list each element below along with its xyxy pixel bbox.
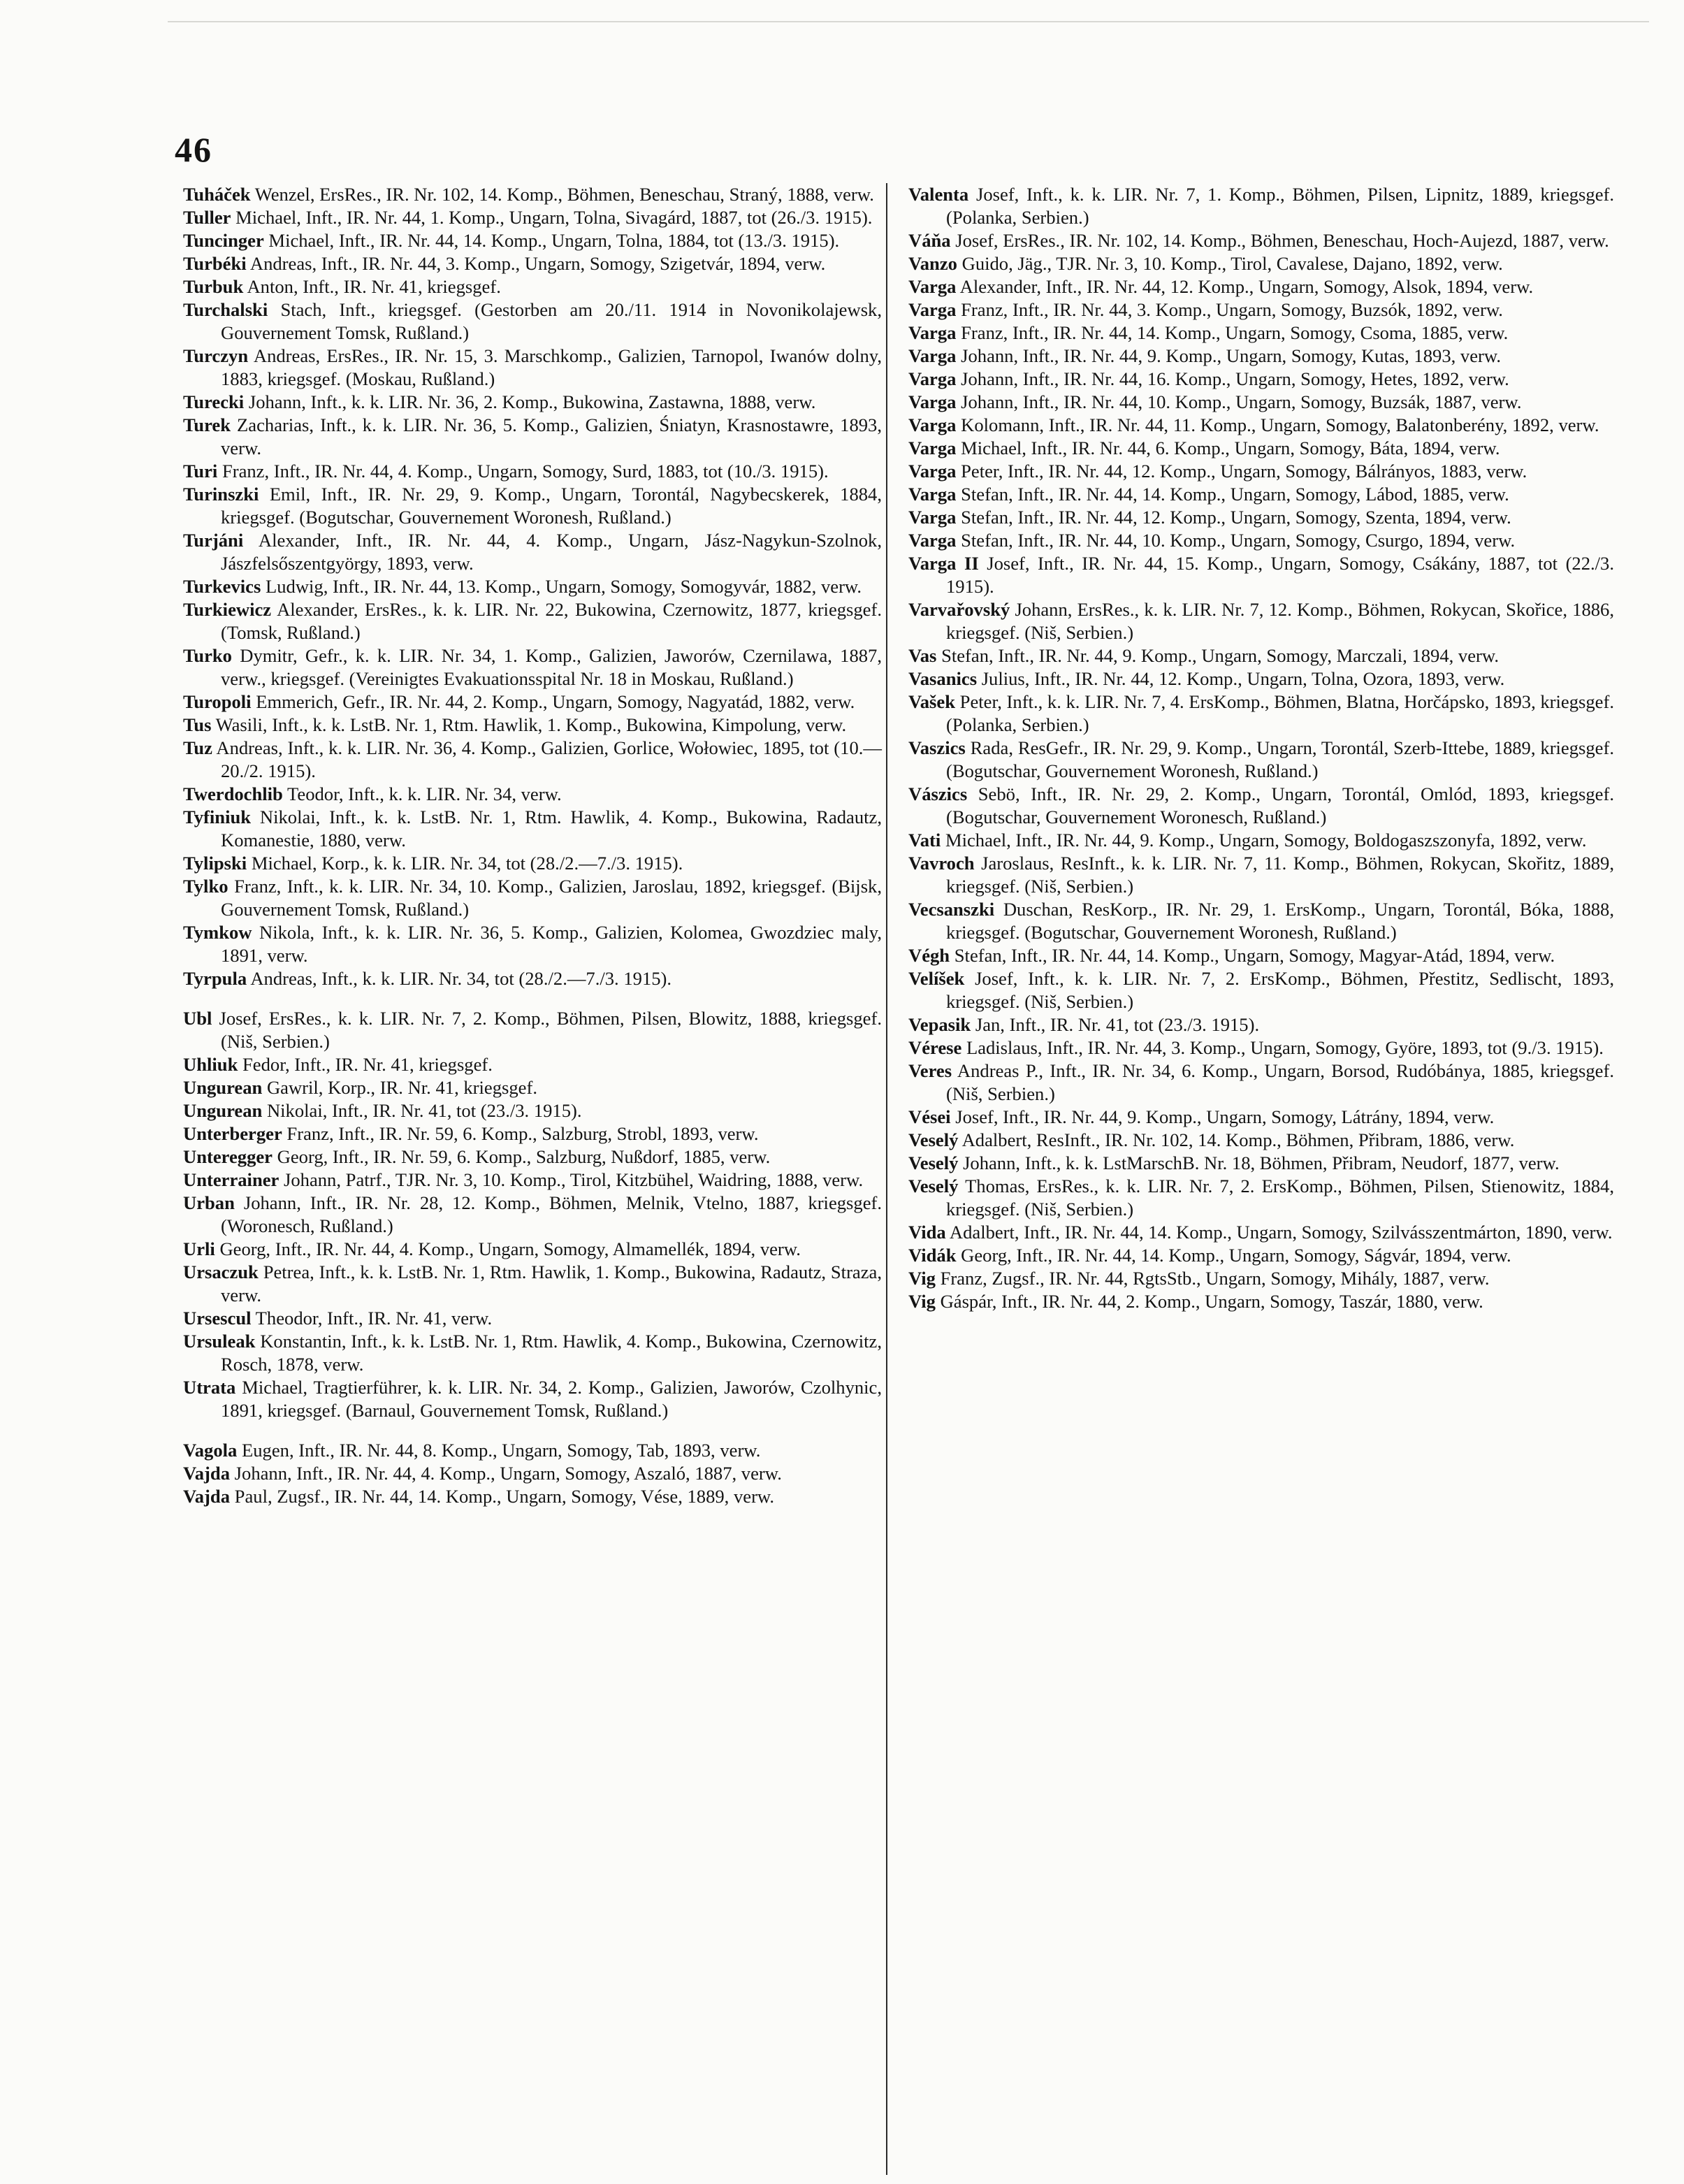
entry-details: Josef, Inft., k. k. LIR. Nr. 7, 1. Komp., Böhmen, Pilsen, Lipnitz, 1889, kriegsgef. (Polanka, Serbien.) bbox=[946, 184, 1614, 228]
entry-surname: Turi bbox=[183, 461, 218, 482]
entry-surname: Twerdochlib bbox=[183, 783, 283, 804]
casualty-entry bbox=[908, 229, 1614, 252]
entry-details: Michael, Tragtierführer, k. k. LIR. Nr. 34, 2. Komp., Galizien, Jaworów, Czolhynic, 1891, kriegsgef. (Barnaul, Gouvernement Tomsk, Rußland.) bbox=[221, 1377, 883, 1421]
entry-details: Josef, Inft., k. k. LIR. Nr. 7, 2. ErsKomp., Böhmen, Přestitz, Sedlischt, 1893, kriegsgef. (Niš, Serbien.) bbox=[946, 968, 1614, 1012]
entry-details: Anton, Inft., IR. Nr. 41, kriegsgef. bbox=[247, 276, 501, 297]
entry-details: Wasili, Inft., k. k. LstB. Nr. 1, Rtm. Hawlik, 1. Komp., Bukowina, Kimpolung, verw. bbox=[215, 714, 847, 735]
entry-details: Andreas P., Inft., IR. Nr. 34, 6. Komp., Ungarn, Borsod, Rudóbánya, 1885, kriegsgef. (Niš, Serbien.) bbox=[946, 1060, 1614, 1104]
entry-group-v bbox=[183, 1439, 882, 1508]
casualty-entry bbox=[908, 414, 1614, 437]
entry-group-u bbox=[183, 1007, 882, 1422]
casualty-entry bbox=[183, 345, 882, 391]
entry-surname: Unteregger bbox=[183, 1146, 273, 1167]
casualty-entry bbox=[908, 183, 1614, 229]
casualty-entry bbox=[183, 1238, 882, 1261]
entry-surname: Tuháček bbox=[183, 184, 251, 205]
entry-details: Duschan, ResKorp., IR. Nr. 29, 1. ErsKomp., Ungarn, Torontál, Bóka, 1888, kriegsgef. (Bogutschar, Gouvernement Woronesh, Rußland.) bbox=[946, 899, 1614, 943]
entry-group-t bbox=[183, 183, 882, 990]
entry-surname: Turbéki bbox=[183, 253, 247, 274]
entry-details: Gáspár, Inft., IR. Nr. 44, 2. Komp., Ungarn, Somogy, Taszár, 1880, verw. bbox=[940, 1291, 1483, 1312]
entry-details: Stefan, Inft., IR. Nr. 44, 12. Komp., Ungarn, Somogy, Szenta, 1894, verw. bbox=[961, 507, 1511, 528]
entry-surname: Veselý bbox=[908, 1176, 959, 1196]
entry-surname: Turecki bbox=[183, 391, 245, 412]
casualty-entry bbox=[183, 183, 882, 206]
entry-surname: Váňa bbox=[908, 230, 951, 251]
entry-details: Adalbert, Inft., IR. Nr. 44, 14. Komp., Ungarn, Somogy, Szilvásszentmárton, 1890, verw. bbox=[949, 1222, 1613, 1243]
entry-details: Julius, Inft., IR. Nr. 44, 12. Komp., Ungarn, Tolna, Ozora, 1893, verw. bbox=[981, 668, 1505, 689]
casualty-entry bbox=[908, 321, 1614, 345]
entry-surname: Vig bbox=[908, 1268, 936, 1289]
entry-details: Johann, Inft., IR. Nr. 44, 4. Komp., Ungarn, Somogy, Aszaló, 1887, verw. bbox=[234, 1463, 782, 1484]
entry-surname: Veres bbox=[908, 1060, 952, 1081]
entry-details: Jaroslaus, ResInft., k. k. LIR. Nr. 7, 11. Komp., Böhmen, Rokycan, Skořitz, 1889, kriegsgef. (Niš, Serbien.) bbox=[946, 853, 1614, 897]
entry-details: Nikolai, Inft., IR. Nr. 41, tot (23./3. 1915). bbox=[266, 1100, 582, 1121]
casualty-entry bbox=[908, 944, 1614, 967]
entry-surname: Tylko bbox=[183, 876, 228, 897]
casualty-entry bbox=[183, 275, 882, 298]
entry-details: Josef, Inft., IR. Nr. 44, 15. Komp., Ungarn, Somogy, Csákány, 1887, tot (22./3. 1915). bbox=[946, 553, 1615, 597]
entry-details: Petrea, Inft., k. k. LstB. Nr. 1, Rtm. Hawlik, 1. Komp., Bukowina, Radautz, Straza, verw. bbox=[221, 1261, 882, 1306]
entry-surname: Varga bbox=[908, 414, 957, 435]
casualty-entry bbox=[183, 1099, 882, 1122]
entry-details: Nikolai, Inft., k. k. LstB. Nr. 1, Rtm. Hawlik, 4. Komp., Bukowina, Radautz, Komanestie, 1880, verw. bbox=[221, 807, 882, 851]
entry-details: Nikola, Inft., k. k. LIR. Nr. 36, 5. Komp., Galizien, Kolomea, Gwozdziec maly, 1891, verw. bbox=[221, 922, 882, 966]
entry-details: Theodor, Inft., IR. Nr. 41, verw. bbox=[255, 1308, 493, 1329]
entry-details: Johann, Inft., IR. Nr. 44, 10. Komp., Ungarn, Somogy, Buzsák, 1887, verw. bbox=[961, 391, 1522, 412]
entry-details: Rada, ResGefr., IR. Nr. 29, 9. Komp., Ungarn, Torontál, Szerb-Ittebe, 1889, kriegsgef. (Bogutschar, Gouvernement Woronesh, Rußland.) bbox=[946, 737, 1614, 781]
entry-surname: Unterberger bbox=[183, 1123, 282, 1144]
entry-details: Emil, Inft., IR. Nr. 29, 9. Komp., Ungarn, Torontál, Nagybecskerek, 1884, kriegsgef. (Bogutschar, Gouvernement Woronesh, Rußland.) bbox=[221, 484, 882, 528]
entry-details: Gawril, Korp., IR. Nr. 41, kriegsgef. bbox=[266, 1077, 537, 1098]
casualty-entry bbox=[908, 644, 1614, 667]
casualty-entry bbox=[183, 1462, 882, 1485]
entry-details: Peter, Inft., k. k. LIR. Nr. 7, 4. ErsKomp., Böhmen, Blatna, Horčápsko, 1893, kriegsgef. (Polanka, Serbien.) bbox=[946, 691, 1614, 735]
entry-surname: Vasanics bbox=[908, 668, 978, 689]
page-number: 46 bbox=[175, 130, 212, 169]
entry-details: Jan, Inft., IR. Nr. 41, tot (23./3. 1915). bbox=[975, 1014, 1260, 1035]
casualty-entry bbox=[183, 690, 882, 714]
entry-surname: Varga bbox=[908, 507, 957, 528]
entry-surname: Velíšek bbox=[908, 968, 965, 989]
entry-surname: Vászics bbox=[908, 783, 968, 804]
casualty-entry bbox=[183, 644, 882, 690]
entry-details: Fedor, Inft., IR. Nr. 41, kriegsgef. bbox=[242, 1054, 493, 1075]
entry-details: Teodor, Inft., k. k. LIR. Nr. 34, verw. bbox=[287, 783, 562, 804]
entry-surname: Vagola bbox=[183, 1440, 238, 1461]
entry-details: Alexander, ErsRes., k. k. LIR. Nr. 22, Bukowina, Czernowitz, 1877, kriegsgef. (Tomsk, Rußland.) bbox=[221, 599, 882, 643]
casualty-entry bbox=[908, 1060, 1614, 1106]
entry-surname: Vepasik bbox=[908, 1014, 971, 1035]
casualty-entry bbox=[183, 714, 882, 737]
casualty-entry bbox=[183, 783, 882, 806]
entry-surname: Turopoli bbox=[183, 691, 252, 712]
casualty-entry bbox=[908, 783, 1614, 829]
casualty-entry bbox=[908, 506, 1614, 529]
casualty-entry bbox=[183, 1122, 882, 1145]
entry-surname: Varga bbox=[908, 484, 957, 505]
casualty-entry bbox=[908, 1244, 1614, 1267]
entry-details: Johann, Inft., IR. Nr. 44, 9. Komp., Ungarn, Somogy, Kutas, 1893, verw. bbox=[961, 345, 1501, 366]
entry-surname: Vaszics bbox=[908, 737, 966, 758]
casualty-entry bbox=[908, 552, 1614, 598]
entry-details: Johann, Inft., IR. Nr. 28, 12. Komp., Böhmen, Melnik, Vtelno, 1887, kriegsgef. (Woronesch, Rußland.) bbox=[221, 1192, 883, 1236]
entry-surname: Utrata bbox=[183, 1377, 236, 1398]
casualty-entry bbox=[908, 1152, 1614, 1175]
entry-surname: Vajda bbox=[183, 1486, 231, 1507]
entry-details: Dymitr, Gefr., k. k. LIR. Nr. 34, 1. Komp., Galizien, Jaworów, Czernilawa, 1887, verw., kriegsgef. (Vereinigtes Evakuationsspital Nr. 18 in Moskau, Rußland.) bbox=[221, 645, 882, 689]
entry-surname: Turkevics bbox=[183, 576, 261, 597]
entry-details: Georg, Inft., IR. Nr. 44, 4. Komp., Ungarn, Somogy, Almamellék, 1894, verw. bbox=[219, 1238, 801, 1259]
entry-details: Adalbert, ResInft., IR. Nr. 102, 14. Komp., Böhmen, Přibram, 1886, verw. bbox=[961, 1129, 1515, 1150]
casualty-entry bbox=[183, 414, 882, 460]
entry-details: Stefan, Inft., IR. Nr. 44, 14. Komp., Ungarn, Somogy, Magyar-Atád, 1894, verw. bbox=[954, 945, 1555, 966]
entry-details: Georg, Inft., IR. Nr. 59, 6. Komp., Salzburg, Nußdorf, 1885, verw. bbox=[277, 1146, 771, 1167]
entry-details: Johann, Patrf., TJR. Nr. 3, 10. Komp., Tirol, Kitzbühel, Waidring, 1888, verw. bbox=[284, 1169, 864, 1190]
casualty-entry bbox=[908, 667, 1614, 690]
entry-surname: Varga bbox=[908, 276, 957, 297]
entry-surname: Tuz bbox=[183, 737, 212, 758]
entry-details: Wenzel, ErsRes., IR. Nr. 102, 14. Komp., Böhmen, Beneschau, Straný, 1888, verw. bbox=[254, 184, 874, 205]
casualty-entry bbox=[183, 1053, 882, 1076]
casualty-entry bbox=[908, 1129, 1614, 1152]
entry-surname: Ubl bbox=[183, 1008, 212, 1029]
casualty-entry bbox=[183, 1145, 882, 1169]
casualty-entry bbox=[908, 737, 1614, 783]
entry-surname: Varga bbox=[908, 299, 957, 320]
casualty-entry bbox=[908, 368, 1614, 391]
casualty-entry bbox=[183, 1376, 882, 1422]
casualty-entry bbox=[183, 875, 882, 921]
entry-surname: Vida bbox=[908, 1222, 946, 1243]
entry-details: Andreas, Inft., k. k. LIR. Nr. 36, 4. Komp., Galizien, Gorlice, Wołowiec, 1895, tot (10.—20./2. 1915). bbox=[216, 737, 882, 781]
casualty-entry bbox=[908, 391, 1614, 414]
entry-details: Michael, Inft., IR. Nr. 44, 1. Komp., Ungarn, Tolna, Sivagárd, 1887, tot (26./3. 1915). bbox=[235, 207, 873, 228]
casualty-entry bbox=[183, 252, 882, 275]
entry-surname: Vecsanszki bbox=[908, 899, 995, 920]
entry-details: Kolomann, Inft., IR. Nr. 44, 11. Komp., Ungarn, Somogy, Balatonberény, 1892, verw. bbox=[961, 414, 1599, 435]
entry-surname: Tuncinger bbox=[183, 230, 264, 251]
casualty-entry bbox=[908, 852, 1614, 898]
entry-details: Alexander, Inft., IR. Nr. 44, 4. Komp., Ungarn, Jász-Nagykun-Szolnok, Jászfelsőszentgyörgy, 1893, verw. bbox=[221, 530, 883, 574]
entry-details: Michael, Inft., IR. Nr. 44, 6. Komp., Ungarn, Somogy, Báta, 1894, verw. bbox=[961, 437, 1500, 458]
entry-surname: Varga bbox=[908, 461, 957, 482]
entry-details: Zacharias, Inft., k. k. LIR. Nr. 36, 5. Komp., Galizien, Śniatyn, Krasnostawre, 1893, verw. bbox=[221, 414, 882, 458]
casualty-entry bbox=[183, 298, 882, 345]
casualty-entry bbox=[183, 575, 882, 598]
casualty-entry bbox=[908, 1221, 1614, 1244]
entry-details: Johann, Inft., IR. Nr. 44, 16. Komp., Ungarn, Somogy, Hetes, 1892, verw. bbox=[961, 368, 1509, 389]
casualty-entry bbox=[183, 1261, 882, 1307]
entry-surname: Turinszki bbox=[183, 484, 259, 505]
column-divider bbox=[886, 183, 887, 2175]
entry-surname: Turkiewicz bbox=[183, 599, 272, 620]
entry-surname: Vései bbox=[908, 1106, 951, 1127]
entry-details: Stefan, Inft., IR. Nr. 44, 9. Komp., Ungarn, Somogy, Marczali, 1894, verw. bbox=[941, 645, 1499, 666]
entry-surname: Veselý bbox=[908, 1129, 959, 1150]
casualty-entry bbox=[908, 298, 1614, 321]
entry-surname: Varga bbox=[908, 345, 957, 366]
casualty-entry bbox=[183, 229, 882, 252]
entry-surname: Ungurean bbox=[183, 1100, 263, 1121]
entry-details: Alexander, Inft., IR. Nr. 44, 12. Komp., Ungarn, Somogy, Alsok, 1894, verw. bbox=[959, 276, 1534, 297]
entry-surname: Vas bbox=[908, 645, 937, 666]
entry-surname: Vig bbox=[908, 1291, 936, 1312]
casualty-entry bbox=[183, 1007, 882, 1053]
entry-surname: Turko bbox=[183, 645, 232, 666]
entry-details: Paul, Zugsf., IR. Nr. 44, 14. Komp., Ungarn, Somogy, Vése, 1889, verw. bbox=[234, 1486, 775, 1507]
entry-surname: Urli bbox=[183, 1238, 215, 1259]
casualty-entry bbox=[908, 1175, 1614, 1221]
entry-details: Josef, ErsRes., k. k. LIR. Nr. 7, 2. Komp., Böhmen, Pilsen, Blowitz, 1888, kriegsgef. (Niš, Serbien.) bbox=[219, 1008, 882, 1052]
casualty-entry bbox=[183, 483, 882, 529]
entry-surname: Tuller bbox=[183, 207, 231, 228]
entry-surname: Tyrpula bbox=[183, 968, 247, 989]
casualty-entry bbox=[908, 460, 1614, 483]
entry-group-v-continued bbox=[908, 183, 1614, 1313]
entry-surname: Urban bbox=[183, 1192, 235, 1213]
entry-details: Josef, Inft., IR. Nr. 44, 9. Komp., Ungarn, Somogy, Látrány, 1894, verw. bbox=[955, 1106, 1495, 1127]
casualty-entry bbox=[183, 806, 882, 852]
entry-details: Franz, Inft., IR. Nr. 59, 6. Komp., Salzburg, Strobl, 1893, verw. bbox=[286, 1123, 759, 1144]
casualty-entry bbox=[183, 1330, 882, 1376]
entry-details: Guido, Jäg., TJR. Nr. 3, 10. Komp., Tirol, Cavalese, Dajano, 1892, verw. bbox=[961, 253, 1503, 274]
entry-details: Stach, Inft., kriegsgef. (Gestorben am 20./11. 1914 in Novonikolajewsk, Gouvernement Tomsk, Rußland.) bbox=[221, 299, 882, 343]
entry-details: Michael, Korp., k. k. LIR. Nr. 34, tot (28./2.—7./3. 1915). bbox=[251, 853, 683, 874]
casualty-entry bbox=[908, 1290, 1614, 1313]
casualty-entry bbox=[183, 967, 882, 990]
casualty-entry bbox=[908, 483, 1614, 506]
casualty-entry bbox=[908, 275, 1614, 298]
entry-surname: Vavroch bbox=[908, 853, 975, 874]
entry-details: Andreas, Inft., k. k. LIR. Nr. 34, tot (28./2.—7./3. 1915). bbox=[250, 968, 672, 989]
right-column bbox=[908, 183, 1614, 1313]
casualty-entry bbox=[183, 206, 882, 229]
entry-surname: Ursaczuk bbox=[183, 1261, 259, 1282]
entry-details: Andreas, ErsRes., IR. Nr. 15, 3. Marschkomp., Galizien, Tarnopol, Iwanów dolny, 1883, kriegsgef. (Moskau, Rußland.) bbox=[221, 345, 883, 389]
group-gap bbox=[183, 990, 882, 1007]
casualty-entry bbox=[908, 967, 1614, 1013]
casualty-entry bbox=[908, 345, 1614, 368]
entry-details: Franz, Inft., IR. Nr. 44, 14. Komp., Ungarn, Somogy, Csoma, 1885, verw. bbox=[961, 322, 1509, 343]
entry-surname: Varvařovský bbox=[908, 599, 1010, 620]
entry-surname: Ursuleak bbox=[183, 1331, 256, 1352]
entry-surname: Tus bbox=[183, 714, 212, 735]
entry-surname: Tyfiniuk bbox=[183, 807, 252, 827]
casualty-entry bbox=[908, 898, 1614, 944]
casualty-entry bbox=[183, 1076, 882, 1099]
casualty-entry bbox=[908, 437, 1614, 460]
scan-edge-rule bbox=[168, 21, 1649, 22]
casualty-entry bbox=[183, 460, 882, 483]
entry-details: Stefan, Inft., IR. Nr. 44, 14. Komp., Ungarn, Somogy, Lábod, 1885, verw. bbox=[961, 484, 1509, 505]
entry-surname: Vidák bbox=[908, 1245, 957, 1266]
casualty-entry bbox=[183, 921, 882, 967]
entry-surname: Turchalski bbox=[183, 299, 268, 320]
entry-surname: Varga bbox=[908, 368, 957, 389]
casualty-entry bbox=[183, 1192, 882, 1238]
entry-details: Johann, ErsRes., k. k. LIR. Nr. 7, 12. Komp., Böhmen, Rokycan, Skořice, 1886, kriegsgef. (Niš, Serbien.) bbox=[946, 599, 1614, 643]
entry-surname: Tylipski bbox=[183, 853, 247, 874]
entry-details: Sebö, Inft., IR. Nr. 29, 2. Komp., Ungarn, Torontál, Omlód, 1893, kriegsgef. (Bogutschar, Gouvernement Woronesch, Rußland.) bbox=[946, 783, 1614, 827]
casualty-entry bbox=[908, 690, 1614, 737]
entry-surname: Varga bbox=[908, 530, 957, 551]
entry-details: Franz, Inft., IR. Nr. 44, 3. Komp., Ungarn, Somogy, Buzsók, 1892, verw. bbox=[961, 299, 1503, 320]
casualty-entry bbox=[183, 1485, 882, 1508]
entry-details: Thomas, ErsRes., k. k. LIR. Nr. 7, 2. ErsKomp., Böhmen, Pilsen, Stienowitz, 1884, kriegsgef. (Niš, Serbien.) bbox=[946, 1176, 1614, 1220]
entry-surname: Varga bbox=[908, 391, 957, 412]
entry-details: Franz, Inft., IR. Nr. 44, 4. Komp., Ungarn, Somogy, Surd, 1883, tot (10./3. 1915). bbox=[222, 461, 829, 482]
entry-details: Peter, Inft., IR. Nr. 44, 12. Komp., Ungarn, Somogy, Bálrányos, 1883, verw. bbox=[961, 461, 1527, 482]
casualty-entry bbox=[183, 852, 882, 875]
entry-details: Stefan, Inft., IR. Nr. 44, 10. Komp., Ungarn, Somogy, Csurgo, 1894, verw. bbox=[961, 530, 1516, 551]
entry-surname: Vajda bbox=[183, 1463, 231, 1484]
entry-surname: Unterrainer bbox=[183, 1169, 280, 1190]
casualty-entry bbox=[908, 598, 1614, 644]
entry-surname: Turbuk bbox=[183, 276, 244, 297]
casualty-entry bbox=[908, 529, 1614, 552]
casualty-entry bbox=[908, 1267, 1614, 1290]
entry-surname: Végh bbox=[908, 945, 950, 966]
entry-details: Eugen, Inft., IR. Nr. 44, 8. Komp., Ungarn, Somogy, Tab, 1893, verw. bbox=[242, 1440, 761, 1461]
entry-details: Emmerich, Gefr., IR. Nr. 44, 2. Komp., Ungarn, Somogy, Nagyatád, 1882, verw. bbox=[256, 691, 855, 712]
casualty-entry bbox=[908, 829, 1614, 852]
entry-surname: Turek bbox=[183, 414, 231, 435]
casualty-entry bbox=[183, 737, 882, 783]
entry-surname: Varga bbox=[908, 437, 957, 458]
entry-details: Andreas, Inft., IR. Nr. 44, 3. Komp., Ungarn, Somogy, Szigetvár, 1894, verw. bbox=[249, 253, 826, 274]
entry-details: Konstantin, Inft., k. k. LstB. Nr. 1, Rtm. Hawlik, 4. Komp., Bukowina, Czernowitz, Rosch, 1878, verw. bbox=[221, 1331, 882, 1375]
entry-details: Franz, Inft., k. k. LIR. Nr. 34, 10. Komp., Galizien, Jaroslau, 1892, kriegsgef. (Bijsk, Gouvernement Tomsk, Rußland.) bbox=[221, 876, 882, 920]
entry-surname: Vašek bbox=[908, 691, 956, 712]
casualty-entry bbox=[183, 598, 882, 644]
entry-details: Ludwig, Inft., IR. Nr. 44, 13. Komp., Ungarn, Somogy, Somogyvár, 1882, verw. bbox=[265, 576, 862, 597]
group-gap bbox=[183, 1422, 882, 1439]
casualty-entry bbox=[183, 1169, 882, 1192]
casualty-entry bbox=[908, 1013, 1614, 1036]
entry-details: Franz, Zugsf., IR. Nr. 44, RgtsStb., Ungarn, Somogy, Mihály, 1887, verw. bbox=[940, 1268, 1490, 1289]
entry-surname: Ursescul bbox=[183, 1308, 252, 1329]
entry-details: Michael, Inft., IR. Nr. 44, 9. Komp., Ungarn, Somogy, Boldogaszszonyfa, 1892, verw. bbox=[945, 830, 1587, 851]
casualty-entry bbox=[908, 1106, 1614, 1129]
entry-surname: Tymkow bbox=[183, 922, 252, 943]
casualty-entry bbox=[183, 1307, 882, 1330]
entry-surname: Vati bbox=[908, 830, 941, 851]
entry-details: Georg, Inft., IR. Nr. 44, 14. Komp., Ungarn, Somogy, Ságvár, 1894, verw. bbox=[961, 1245, 1511, 1266]
entry-details: Ladislaus, Inft., IR. Nr. 44, 3. Komp., Ungarn, Somogy, Györe, 1893, tot (9./3. 1915). bbox=[966, 1037, 1604, 1058]
entry-surname: Vérese bbox=[908, 1037, 962, 1058]
casualty-entry bbox=[908, 1036, 1614, 1060]
entry-details: Johann, Inft., k. k. LIR. Nr. 36, 2. Komp., Bukowina, Zastawna, 1888, verw. bbox=[248, 391, 816, 412]
entry-details: Josef, ErsRes., IR. Nr. 102, 14. Komp., Böhmen, Beneschau, Hoch-Aujezd, 1887, verw. bbox=[955, 230, 1609, 251]
casualty-entry bbox=[183, 529, 882, 575]
casualty-entry bbox=[183, 1439, 882, 1462]
entry-surname: Vanzo bbox=[908, 253, 957, 274]
entry-surname: Turczyn bbox=[183, 345, 249, 366]
entry-surname: Uhliuk bbox=[183, 1054, 238, 1075]
entry-surname: Varga bbox=[908, 322, 957, 343]
entry-surname: Valenta bbox=[908, 184, 969, 205]
entry-surname: Turjáni bbox=[183, 530, 244, 551]
entry-surname: Ungurean bbox=[183, 1077, 263, 1098]
entry-details: Johann, Inft., k. k. LstMarschB. Nr. 18, Böhmen, Přibram, Neudorf, 1877, verw. bbox=[963, 1152, 1560, 1173]
entry-surname: Veselý bbox=[908, 1152, 959, 1173]
casualty-entry bbox=[183, 391, 882, 414]
casualty-entry bbox=[908, 252, 1614, 275]
entry-surname: Varga II bbox=[908, 553, 979, 574]
entry-details: Michael, Inft., IR. Nr. 44, 14. Komp., Ungarn, Tolna, 1884, tot (13./3. 1915). bbox=[268, 230, 840, 251]
left-column bbox=[183, 183, 882, 1508]
